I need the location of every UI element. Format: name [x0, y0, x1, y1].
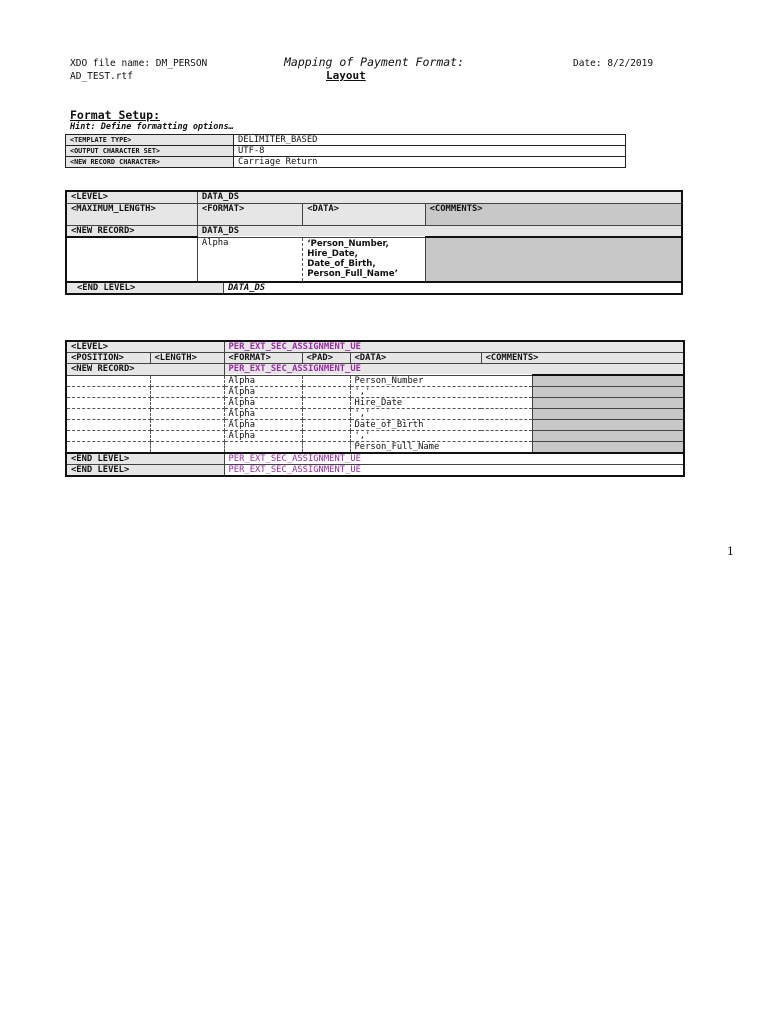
setup-row	[66, 135, 626, 146]
field-format: Alpha	[224, 430, 302, 441]
end-level-value: PER_EXT_SEC_ASSIGNMENT_UE	[224, 464, 684, 476]
setup-value: UTF-8	[234, 146, 626, 157]
new-record-value: DATA_DS	[197, 225, 682, 237]
field-format: Alpha	[224, 397, 302, 408]
level-value: DATA_DS	[197, 191, 682, 203]
layout-heading: Layout	[326, 69, 366, 82]
comments-header: <COMMENTS>	[481, 353, 684, 364]
level-label: <LEVEL>	[66, 341, 224, 353]
data-cell: ‘Person_Number, Hire_Date, Date_of_Birth, Person_Full_Name’	[303, 237, 425, 282]
field-row	[66, 397, 684, 408]
field-format	[224, 441, 302, 453]
format-setup-table	[65, 134, 626, 168]
field-data: Hire_Date	[350, 397, 532, 408]
setup-key: <OUTPUT CHARACTER SET>	[66, 146, 234, 157]
data-header: <DATA>	[350, 353, 481, 364]
end-level-label: <END LEVEL>	[66, 282, 224, 294]
end-level-value: DATA_DS	[224, 282, 683, 294]
field-data: ','	[350, 408, 532, 419]
setup-row	[66, 146, 626, 157]
end-level-value: PER_EXT_SEC_ASSIGNMENT_UE	[224, 453, 684, 465]
format-setup-heading: Format Setup:	[70, 108, 161, 122]
comments-cell	[425, 237, 682, 282]
data-ds-table	[65, 190, 683, 295]
new-record-row	[66, 225, 682, 237]
field-format: Alpha	[224, 419, 302, 430]
field-format: Alpha	[224, 375, 302, 386]
end-level-row	[66, 453, 684, 465]
level-row	[66, 191, 682, 203]
field-data: ','	[350, 430, 532, 441]
field-row	[66, 408, 684, 419]
document-date: Date: 8/2/2019	[573, 58, 654, 69]
max-length-cell	[66, 237, 197, 282]
field-format: Alpha	[224, 408, 302, 419]
page-number: 1	[727, 545, 734, 558]
new-record-value: PER_EXT_SEC_ASSIGNMENT_UE	[224, 364, 684, 376]
setup-value: DELIMITER_BASED	[234, 135, 626, 146]
document-title: Mapping of Payment Format:	[284, 55, 465, 69]
level-label: <LEVEL>	[66, 191, 197, 203]
setup-row	[66, 157, 626, 168]
field-data: ','	[350, 386, 532, 397]
setup-key: <NEW RECORD CHARACTER>	[66, 157, 234, 168]
end-level-label: <END LEVEL>	[66, 464, 224, 476]
end-level-row	[66, 282, 682, 294]
format-hint: Hint: Define formatting options…	[70, 122, 234, 132]
format-header: <FORMAT>	[224, 353, 302, 364]
field-format: Alpha	[224, 386, 302, 397]
level-row	[66, 341, 684, 353]
field-data: Person_Full_Name	[350, 441, 532, 453]
position-header: <POSITION>	[66, 353, 150, 364]
field-row	[66, 441, 684, 453]
setup-key: <TEMPLATE TYPE>	[66, 135, 234, 146]
field-data: Person_Number	[350, 375, 532, 386]
assignment-table	[65, 340, 685, 477]
comments-header: <COMMENTS>	[425, 203, 682, 225]
new-record-label: <NEW RECORD>	[66, 364, 224, 376]
xdo-file-name: XDO file name: DM_PERSON AD_TEST.rtf	[70, 58, 208, 82]
field-row	[66, 419, 684, 430]
field-row	[66, 237, 682, 282]
setup-value: Carriage Return	[234, 157, 626, 168]
field-row	[66, 386, 684, 397]
format-cell: Alpha	[197, 237, 302, 282]
column-header-row	[66, 353, 684, 364]
pad-header: <PAD>	[302, 353, 350, 364]
field-row	[66, 430, 684, 441]
field-data: Date_of_Birth	[350, 419, 532, 430]
format-header: <FORMAT>	[197, 203, 302, 225]
data-header: <DATA>	[303, 203, 425, 225]
level-value: PER_EXT_SEC_ASSIGNMENT_UE	[224, 341, 684, 353]
field-row	[66, 375, 684, 386]
end-level-label: <END LEVEL>	[66, 453, 224, 465]
column-header-row	[66, 203, 682, 225]
end-level-row	[66, 464, 684, 476]
new-record-row	[66, 364, 684, 376]
new-record-label: <NEW RECORD>	[66, 225, 197, 237]
length-header: <LENGTH>	[150, 353, 224, 364]
max-length-header: <MAXIMUM_LENGTH>	[66, 203, 197, 225]
